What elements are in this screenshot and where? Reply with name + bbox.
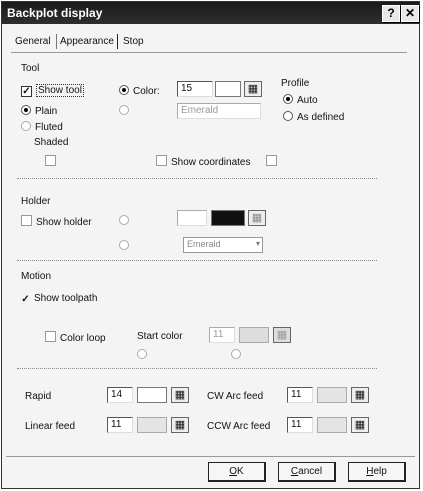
show-coordinates-checkbox[interactable]: [156, 155, 251, 168]
radio-dot: [119, 105, 129, 115]
shade-shaded-label[interactable]: Shaded: [34, 137, 69, 148]
shade-plain-label: Plain: [35, 106, 58, 117]
start-color-input[interactable]: 11: [209, 327, 235, 343]
holder-section-label: Holder: [21, 196, 51, 207]
show-toolpath-checkbox[interactable]: [21, 293, 97, 304]
radio-dot: [231, 349, 241, 359]
radio-dot: [283, 111, 293, 121]
ccw-arc-feed-palette-button[interactable]: [351, 417, 369, 433]
holder-color-input[interactable]: [177, 210, 207, 226]
show-holder-checkbox[interactable]: [21, 215, 92, 228]
tool-texture-input[interactable]: [177, 103, 261, 119]
ok-button[interactable]: [208, 462, 266, 482]
holder-texture-dropdown[interactable]: [183, 237, 263, 253]
radio-dot: [137, 349, 147, 359]
radio-dot: [21, 105, 31, 115]
coordinates-option-checkbox[interactable]: [266, 155, 281, 168]
tab-general[interactable]: General: [15, 36, 51, 47]
cw-arc-feed-swatch: [317, 387, 347, 403]
rapid-label: Rapid: [25, 391, 52, 402]
checkbox-box: [21, 86, 32, 97]
holder-texture-radio[interactable]: [119, 240, 133, 252]
holder-palette-button[interactable]: [248, 210, 266, 226]
ccw-arc-feed-swatch: [317, 417, 347, 433]
check-icon: ✓: [22, 86, 31, 97]
show-holder-label: Show holder: [36, 217, 92, 228]
ccw-arc-feed-label: CCW Arc feed: [207, 421, 271, 432]
palette-icon: ▦: [354, 419, 366, 431]
start-color-radio-b[interactable]: [231, 349, 245, 361]
profile-auto-radio[interactable]: [283, 94, 318, 106]
tab-stop[interactable]: Stop: [123, 36, 144, 47]
profile-group-label: Profile: [281, 78, 310, 89]
tool-color-radio[interactable]: [119, 85, 160, 97]
cw-arc-feed-palette-button[interactable]: [351, 387, 369, 403]
tool-color-input[interactable]: 15: [177, 81, 213, 97]
palette-icon: ▦: [251, 212, 263, 224]
tool-holder-separator: [17, 178, 377, 179]
checkbox-box: [156, 155, 167, 166]
color-loop-label: Color loop: [60, 333, 106, 344]
chevron-down-icon: ▾: [255, 239, 260, 248]
palette-icon: ▦: [276, 329, 288, 341]
palette-icon: ▦: [174, 419, 186, 431]
palette-icon: ▦: [247, 83, 259, 95]
tool-color-label: Color:: [133, 86, 160, 97]
checkbox-box: [21, 215, 32, 226]
show-tool-checkbox[interactable]: [21, 85, 84, 97]
appearance-panel: [11, 52, 407, 451]
cw-arc-feed-label: CW Arc feed: [207, 391, 264, 402]
radio-dot: [21, 121, 31, 131]
profile-as-defined-label: As defined: [297, 112, 345, 123]
tool-extra-checkbox[interactable]: [45, 155, 60, 168]
checkbox-box: [266, 155, 277, 166]
checkbox-box: [45, 155, 56, 166]
help-title-button[interactable]: [382, 5, 400, 22]
cancel-button[interactable]: [278, 462, 336, 482]
holder-color-radio[interactable]: [119, 215, 133, 227]
check-icon: ✓: [21, 294, 30, 305]
question-icon: ?: [387, 6, 395, 20]
tab-appearance[interactable]: Appearance: [56, 34, 118, 49]
profile-as-defined-radio[interactable]: [283, 111, 344, 123]
linear-feed-input[interactable]: 11: [107, 417, 133, 433]
radio-dot: [119, 240, 129, 250]
checkbox-box: [21, 295, 30, 304]
holder-motion-separator: [17, 260, 377, 261]
backplot-display-dialog: [1, 1, 420, 489]
show-coordinates-label: Show coordinates: [171, 157, 251, 168]
rapid-palette-button[interactable]: [171, 387, 189, 403]
tool-texture-placeholder: Emerald: [181, 105, 219, 116]
start-color-swatch: [239, 327, 269, 343]
show-toolpath-label: Show toolpath: [34, 293, 98, 304]
show-tool-label: Show tool: [38, 85, 82, 96]
tool-section-label: Tool: [21, 63, 40, 74]
holder-color-swatch: [211, 210, 245, 226]
close-title-button[interactable]: [401, 5, 419, 22]
start-color-label: Start color: [137, 331, 183, 342]
color-loop-checkbox[interactable]: [45, 331, 106, 344]
motion-section-label: Motion: [21, 271, 52, 282]
ccw-arc-feed-input[interactable]: 11: [287, 417, 313, 433]
button-row-separator: [6, 456, 415, 457]
cancel-label-rest: ancel: [298, 466, 323, 477]
shade-fluted-radio[interactable]: [21, 121, 63, 133]
tool-texture-radio[interactable]: [119, 105, 133, 117]
motion-colors-separator: [17, 368, 377, 369]
close-icon: ✕: [404, 6, 416, 20]
cw-arc-feed-input[interactable]: 11: [287, 387, 313, 403]
start-color-palette-button[interactable]: [273, 327, 291, 343]
title-bar[interactable]: [2, 2, 419, 24]
cancel-mnemonic: C: [290, 466, 299, 477]
help-mnemonic: H: [366, 466, 374, 477]
linear-feed-label: Linear feed: [25, 421, 76, 432]
profile-auto-label: Auto: [297, 95, 318, 106]
linear-feed-palette-button[interactable]: [171, 417, 189, 433]
tool-color-swatch: [215, 81, 241, 97]
palette-icon: ▦: [174, 389, 186, 401]
palette-icon: ▦: [354, 389, 366, 401]
ok-mnemonic: O: [229, 466, 238, 477]
ok-label-rest: K: [237, 466, 244, 477]
window-title: Backplot display: [7, 6, 103, 20]
tool-color-palette-button[interactable]: [244, 81, 262, 97]
radio-dot: [119, 215, 129, 225]
rapid-color-input[interactable]: 14: [107, 387, 133, 403]
shade-plain-radio[interactable]: [21, 105, 57, 117]
help-label-rest: elp: [373, 466, 387, 477]
radio-dot: [283, 94, 293, 104]
shade-fluted-label: Fluted: [35, 122, 63, 133]
holder-texture-value: Emerald: [187, 239, 221, 249]
radio-dot: [119, 85, 129, 95]
help-button[interactable]: [348, 462, 406, 482]
checkbox-box: [45, 331, 56, 342]
rapid-color-swatch: [137, 387, 167, 403]
linear-feed-swatch: [137, 417, 167, 433]
start-color-radio-a[interactable]: [137, 349, 151, 361]
